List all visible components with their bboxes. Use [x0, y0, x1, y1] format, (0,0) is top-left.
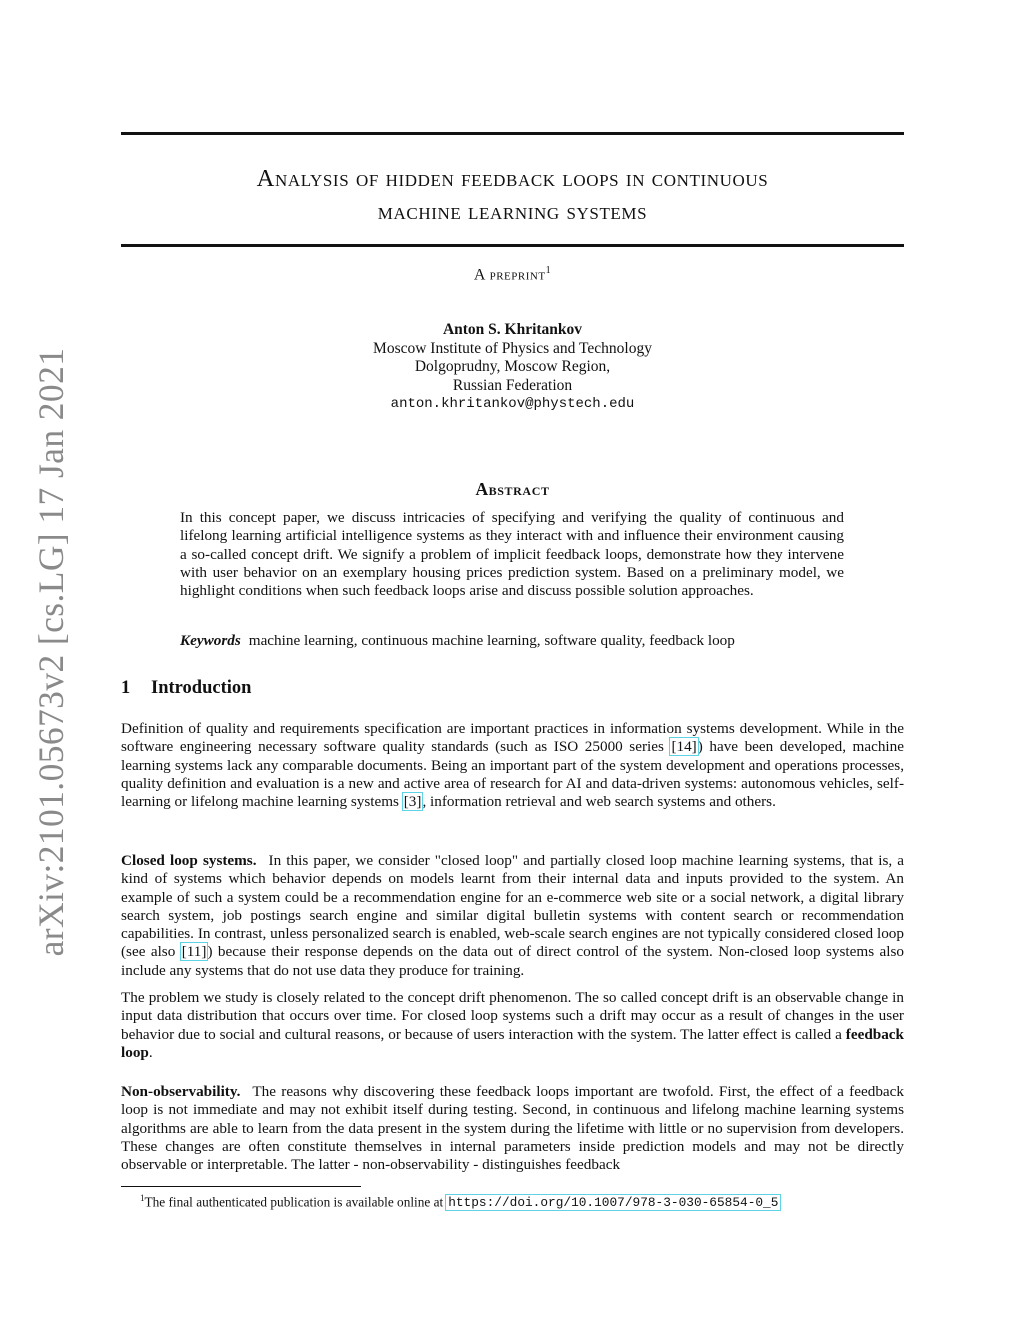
keywords-label: Keywords [180, 632, 241, 649]
intro-p4-text: The reasons why discovering these feedback loops important are twofold. First, the effect of a feedback loop is not immediate and may not exhibit itself during testing. Second, in continuous and lifelong machine learning systems algorithms are able to learn from the data present in the system during the lifetime with little or no supervision from developers. These changes are often constitute themselves in internal parameters inside prediction models and may not be directly observable or interpretable. The latter - non-observability - distinguishes feedback [121, 1083, 904, 1174]
intro-p2-text-b: ) because their response depends on the data out of direct control of the system. Non-closed loop systems also include any systems that do not use data they produce for training. [121, 943, 904, 979]
intro-p1-text-a: Definition of quality and requirements specification are important practices in information systems development. While in the software engineering necessary software quality standards (such as ISO 25000 series [121, 720, 904, 756]
footnote-text: The final authenticated publication is available online at [144, 1194, 444, 1210]
run-in-heading-closed-loop: Closed loop systems. [121, 852, 257, 869]
section-heading-introduction [121, 678, 251, 699]
doi-link[interactable]: https://doi.org/10.1007/978-3-030-65854-0_5 [448, 1195, 779, 1211]
citation-link[interactable]: [3] [403, 793, 422, 811]
arxiv-identifier-stamp: arXiv:2101.05673v2 [cs.LG] 17 Jan 2021 [31, 347, 71, 957]
intro-p2-text-a: In this paper, we consider "closed loop" and partially closed loop machine learning systems, that is, a kind of systems which behavior depends on models learnt from their internal data and inputs provided to the system. An example of such a system could be a recommendation engine for an e-commerce web site or a social network, a digital library search system, job postings search engine and similar digital bulletin systems with content search or recommendation capabilities. In contrast, unless personalized search is enabled, web-scale search engines are not typically considered closed loop (see also [121, 852, 904, 961]
section-title: Introduction [151, 678, 252, 698]
intro-paragraph-1 [121, 720, 904, 811]
abstract-text: In this concept paper, we discuss intricacies of specifying and verifying the quality of continuous and lifelong learning artificial intelligence systems as they interact with and influence their environment causing a so-called concept drift. We signify a problem of implicit feedback loops, demonstrate how they intervene with user behavior on an exemplary housing prices prediction system. Based on a preliminary model, we highlight conditions when such feedback loops arise and discuss possible solution approaches. [180, 509, 844, 600]
paper-title-line-2: machine learning systems [377, 198, 648, 225]
author-name: Anton S. Khritankov [442, 321, 583, 338]
intro-p3-text-a: The problem we study is closely related to the concept drift phenomenon. The so called concept drift is an observable change in input data distribution that occurs over time. For closed loop systems such a drift may occur as a result of changes in the user behavior due to social and cultural reasons, or because of users interaction with the system. The latter effect is called a [121, 989, 904, 1043]
author-affiliation: Moscow Institute of Physics and Technology [373, 339, 652, 357]
keywords-text: machine learning, continuous machine learning, software quality, feedback loop [248, 632, 735, 649]
footnote [140, 1190, 780, 1211]
footnote-rule [121, 1186, 361, 1187]
author-email[interactable]: anton.khritankov@phystech.edu [390, 396, 635, 412]
author-city: Dolgoprudny, Moscow Region, [414, 358, 611, 375]
citation-link[interactable]: [11] [181, 943, 207, 961]
paper-title-line-1: Analysis of hidden feedback loops in continuous [256, 165, 769, 192]
keywords-line [180, 632, 844, 650]
title-top-rule [121, 132, 904, 135]
author-country: Russian Federation [452, 376, 573, 394]
citation-link[interactable]: [14] [671, 738, 697, 756]
preprint-footnote-mark[interactable]: 1 [545, 265, 552, 276]
footnote-mark: 1 [140, 1193, 145, 1203]
intro-p1-text-b: ) have been developed, machine learning systems lack any comparable documents. Being an important part of the system development and operations processes, quality definition and evaluation is a new and active area of research for AI and data-driven systems: autonomous vehicles, self-learning or lifelong machine learning systems [121, 738, 904, 811]
intro-paragraph-closed-loop [121, 852, 904, 980]
run-in-heading-non-observability: Non-observability. [121, 1083, 241, 1100]
intro-p3-text-b: . [148, 1043, 153, 1061]
paper-title [121, 162, 904, 228]
abstract-heading: Abstract [475, 479, 550, 499]
preprint-text: A preprint [473, 266, 546, 284]
intro-p1-text-c: , information retrieval and web search systems and others. [422, 793, 776, 811]
title-bottom-rule [121, 244, 904, 247]
author-block [121, 321, 904, 414]
section-number: 1 [121, 678, 131, 698]
preprint-label [121, 265, 904, 284]
intro-paragraph-concept-drift [121, 989, 904, 1062]
intro-paragraph-non-observability [121, 1083, 904, 1174]
feedback-loop-term: feedback loop [121, 1025, 904, 1061]
